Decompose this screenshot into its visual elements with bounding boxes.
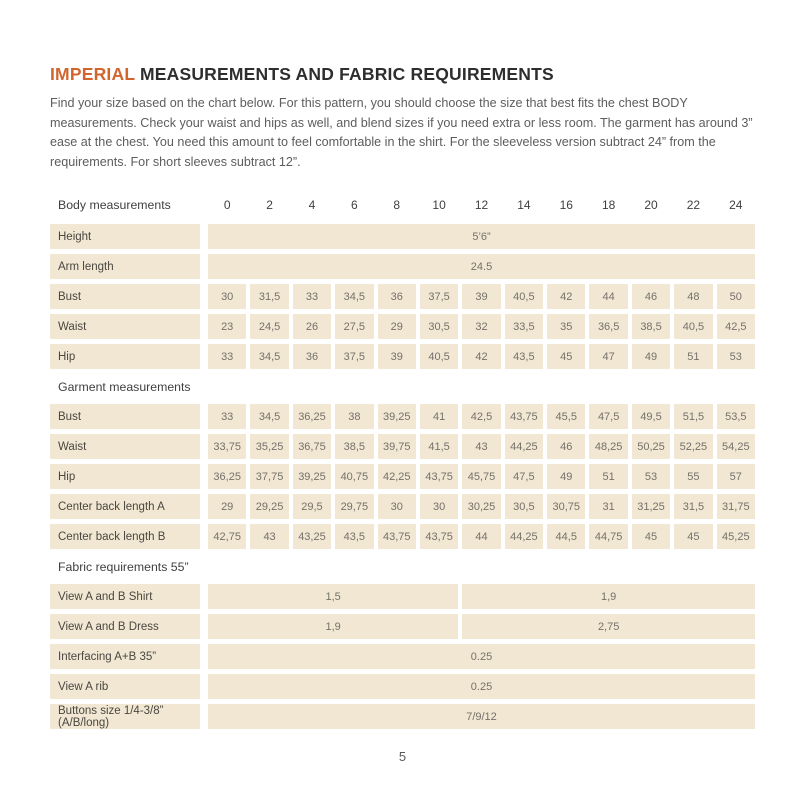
table-cell: 36,75 [293,434,331,459]
table-cell: 37,75 [250,464,288,489]
size-column-header: 24 [729,197,743,212]
table-cell: 36 [293,344,331,369]
table-cell: 43,75 [420,524,458,549]
table-cell: 26 [293,314,331,339]
merged-value-cell: 24.5 [208,254,755,279]
table-row [50,434,755,459]
table-row [50,494,755,519]
row-label: View A rib [50,674,200,699]
size-column-header: 8 [393,197,401,212]
table-cell: 30 [378,494,416,519]
table-cell: 38,5 [632,314,670,339]
table-cell: 33,75 [208,434,246,459]
table-cell: 39,25 [378,404,416,429]
size-column-header: 6 [350,197,358,212]
table-cell: 43,75 [378,524,416,549]
merged-value-cell: 0.25 [208,644,755,669]
size-column-header: 2 [266,197,273,212]
table-cell: 49 [632,344,670,369]
title-rest: MEASUREMENTS AND FABRIC REQUIREMENTS [134,64,554,84]
table-cell: 46 [547,434,585,459]
table-cell: 44,5 [547,524,585,549]
row-label: Hip [50,464,200,489]
table-row [50,704,755,729]
table-cell: 30 [420,494,458,519]
table-cell: 34,5 [250,404,288,429]
table-row [50,644,755,669]
table-cell: 47,5 [589,404,627,429]
size-column-header: 0 [223,197,231,212]
row-label: Arm length [50,254,200,279]
table-cell: 51,5 [674,404,712,429]
table-cell: 39 [462,284,500,309]
table-cell: 50 [717,284,755,309]
table-cell: 31,25 [632,494,670,519]
table-cell: 41 [420,404,458,429]
row-label: Height [50,224,200,249]
table-cell: 30,5 [505,494,543,519]
table-cell: 49 [547,464,585,489]
table-row [50,284,755,309]
table-cell: 51 [674,344,712,369]
table-cell: 36 [378,284,416,309]
table-cell: 42,5 [717,314,755,339]
section-label: Garment measurements [58,379,191,394]
table-cell: 37,5 [335,344,373,369]
table-cell: 30,5 [420,314,458,339]
table-row [50,524,755,549]
row-label: Buttons size 1/4-3/8” (A/B/long) [50,704,200,729]
table-row [50,614,755,639]
table-cell: 43,75 [505,404,543,429]
table-cell: 45 [632,524,670,549]
table-cell: 33,5 [505,314,543,339]
table-row [50,464,755,489]
size-column-header: 20 [644,197,658,212]
row-label: Hip [50,344,200,369]
split-value-cell-right: 1,9 [462,584,755,609]
table-cell: 27,5 [335,314,373,339]
table-cell: 42,5 [462,404,500,429]
table-cell: 40,75 [335,464,373,489]
size-table [50,192,755,729]
table-cell: 43 [462,434,500,459]
table-cell: 30 [208,284,246,309]
merged-value-cell: 0.25 [208,674,755,699]
table-cell: 44,25 [505,434,543,459]
size-column-header: 4 [308,197,316,212]
size-column-header: 10 [432,197,446,212]
size-column-header: 16 [559,197,573,212]
table-cell: 55 [674,464,712,489]
size-column-header: 14 [517,197,531,212]
table-row [50,584,755,609]
table-cell: 44 [589,284,627,309]
merged-value-cell: 7/9/12 [208,704,755,729]
table-cell: 54,25 [717,434,755,459]
table-cell: 48 [674,284,712,309]
table-cell: 47 [589,344,627,369]
table-cell: 50,25 [632,434,670,459]
table-cell: 40,5 [674,314,712,339]
size-column-header: 22 [686,197,701,212]
table-cell: 29,5 [293,494,331,519]
page-number: 5 [398,749,407,765]
table-cell: 29 [378,314,416,339]
size-column-header: 18 [601,197,616,212]
row-label: Center back length A [50,494,200,519]
table-cell: 53 [632,464,670,489]
table-cell: 33 [208,404,246,429]
table-cell: 42,75 [208,524,246,549]
row-label: Waist [50,314,200,339]
table-cell: 37,5 [420,284,458,309]
table-cell: 46 [632,284,670,309]
table-cell: 39,25 [293,464,331,489]
table-cell: 32 [462,314,500,339]
table-cell: 45 [674,524,712,549]
table-cell: 33 [293,284,331,309]
table-row [50,674,755,699]
row-label: Interfacing A+B 35” [50,644,200,669]
table-cell: 43 [250,524,288,549]
table-cell: 45,75 [462,464,500,489]
row-label: Waist [50,434,200,459]
table-cell: 40,5 [505,284,543,309]
page-title [50,64,755,85]
table-cell: 53,5 [717,404,755,429]
table-row [50,404,755,429]
table-cell: 38 [335,404,373,429]
row-label: Bust [50,404,200,429]
table-cell: 36,25 [293,404,331,429]
table-cell: 43,75 [420,464,458,489]
table-cell: 35,25 [250,434,288,459]
table-cell: 30,25 [462,494,500,519]
table-cell: 31,5 [674,494,712,519]
merged-value-cell: 5’6” [208,224,755,249]
section-header-row [50,374,755,399]
intro-paragraph: Find your size based on the chart below. For this pattern, you should choose the size that best fits the chest BODY measurements. Check your waist and hips as well, and blend sizes if you need extra or less room. The garment has around 3” ease at the chest. You need this amount to feel comfortable in the shirt. For the sleeveless version subtract 24” from the requirements. For short sleeves subtract 12”. [50,96,753,169]
table-cell: 47,5 [505,464,543,489]
table-cell: 33 [208,344,246,369]
table-cell: 42,25 [378,464,416,489]
table-cell: 29 [208,494,246,519]
section-label: Fabric requirements 55” [58,559,189,574]
table-cell: 30,75 [547,494,585,519]
title-accent: IMPERIAL [50,64,135,84]
row-label: View A and B Shirt [50,584,200,609]
table-cell: 38,5 [335,434,373,459]
table-cell: 43,5 [505,344,543,369]
table-row [50,224,755,249]
table-cell: 44,75 [589,524,627,549]
table-cell: 45,5 [547,404,585,429]
table-cell: 40,5 [420,344,458,369]
table-cell: 42 [462,344,500,369]
table-cell: 36,25 [208,464,246,489]
table-cell: 29,25 [250,494,288,519]
table-cell: 36,5 [589,314,627,339]
table-cell: 45 [547,344,585,369]
table-cell: 42 [547,284,585,309]
table-cell: 44,25 [505,524,543,549]
table-cell: 35 [547,314,585,339]
table-cell: 48,25 [589,434,627,459]
table-cell: 51 [589,464,627,489]
table-cell: 52,25 [674,434,712,459]
table-row [50,344,755,369]
split-value-cell-right: 2,75 [462,614,755,639]
table-cell: 57 [717,464,755,489]
table-cell: 43,25 [293,524,331,549]
table-cell: 29,75 [335,494,373,519]
table-cell: 41,5 [420,434,458,459]
split-value-cell-left: 1,5 [208,584,458,609]
table-cell: 53 [717,344,755,369]
table-cell: 34,5 [335,284,373,309]
table-cell: 49,5 [632,404,670,429]
table-cell: 31,75 [717,494,755,519]
table-row [50,314,755,339]
split-value-cell-left: 1,9 [208,614,458,639]
table-cell: 44 [462,524,500,549]
table-cell: 31 [589,494,627,519]
row-label: Center back length B [50,524,200,549]
table-cell: 24,5 [250,314,288,339]
header-label: Body measurements [58,197,171,212]
table-cell: 43,5 [335,524,373,549]
table-cell: 34,5 [250,344,288,369]
table-header-row [50,192,755,217]
size-column-header: 12 [474,197,489,212]
table-row [50,254,755,279]
table-cell: 31,5 [250,284,288,309]
section-header-row [50,554,755,579]
table-cell: 39,75 [378,434,416,459]
table-cell: 39 [378,344,416,369]
row-label: Bust [50,284,200,309]
row-label: View A and B Dress [50,614,200,639]
table-cell: 23 [208,314,246,339]
table-cell: 45,25 [717,524,755,549]
